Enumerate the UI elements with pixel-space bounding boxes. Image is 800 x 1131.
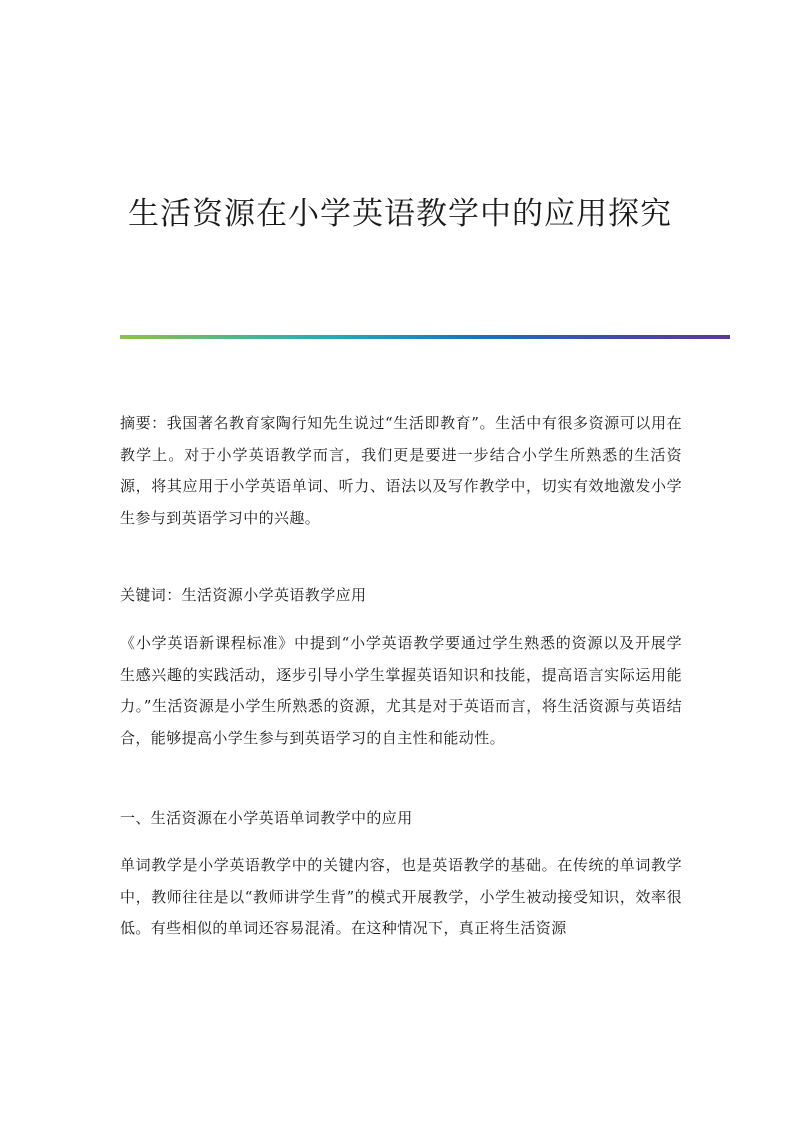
keywords-line: 关键词：生活资源小学英语教学应用 (120, 586, 367, 604)
intro-block (120, 628, 682, 754)
section-heading: 一、生活资源在小学英语单词教学中的应用 (120, 809, 413, 827)
intro-paragraph: 《小学英语新课程标准》中提到“小学英语教学要通过学生熟悉的资源以及开展学生感兴趣的实践活动，逐步引导小学生掌握英语知识和技能，提高语言实际运用能力。”生活资源是小学生所熟悉的资源，尤其是对于英语而言，将生活资源与英语结合，能够提高小学生参与到英语学习的自主性和能动性。 (120, 634, 682, 747)
keywords-block (120, 580, 682, 612)
abstract-paragraph: 摘要：我国著名教育家陶行知先生说过“生活即教育”。生活中有很多资源可以用在教学上。对于小学英语教学而言，我们更是要进一步结合小学生所熟悉的生活资源，将其应用于小学英语单词、听力、语法以及写作教学中，切实有效地激发小学生参与到英语学习中的兴趣。 (120, 414, 682, 527)
gradient-divider (120, 335, 730, 339)
document-title: 生活资源在小学英语教学中的应用探究 (128, 196, 672, 232)
abstract-block (120, 408, 682, 534)
section-body-block (120, 850, 682, 945)
section-paragraph: 单词教学是小学英语教学中的关键内容，也是英语教学的基础。在传统的单词教学中，教师往往是以“教师讲学生背”的模式开展教学，小学生被动接受知识，效率很低。有些相似的单词还容易混淆。在这种情况下，真正将生活资源 (120, 856, 682, 937)
section-heading-block (120, 803, 682, 835)
